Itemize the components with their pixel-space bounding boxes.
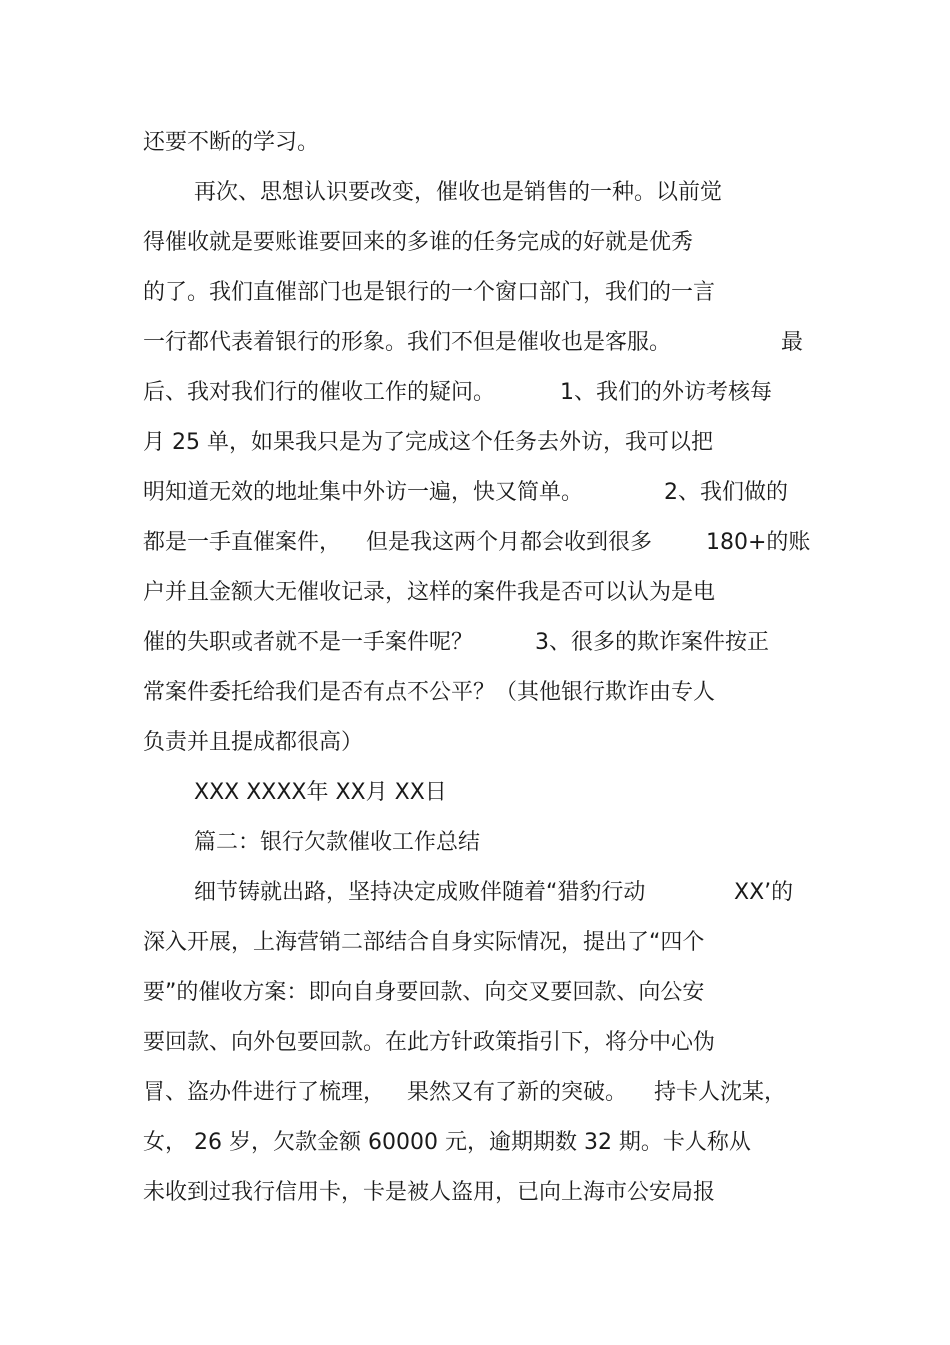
text-line: 深入开展，上海营销二部结合自身实际情况，提出了“四个 [143, 930, 705, 955]
text-line: 要”的催收方案：即向自身要回款、向交叉要回款、向公安 [143, 980, 705, 1005]
text-line: 常案件委托给我们是否有点不公平？（其他银行欺诈由专人 [143, 680, 716, 705]
text-fragment: 1、我们的外访考核每 [560, 380, 772, 405]
text-line: 负责并且提成都很高） [143, 730, 364, 755]
text-line: 要回款、向外包要回款。在此方针政策指引下，将分中心伪 [143, 1030, 716, 1055]
signature-date: XXX XXXX年 XX月 XX日 [194, 780, 447, 805]
text-fragment: 3、很多的欺诈案件按正 [535, 630, 769, 655]
text-fragment: 果然又有了新的突破。 [407, 1080, 628, 1105]
text-line: 月 25 单，如果我只是为了完成这个任务去外访，我可以把 [143, 430, 713, 455]
text-line: 的了。我们直催部门也是银行的一个窗口部门，我们的一言 [143, 280, 716, 305]
text-line: 户并且金额大无催收记录，这样的案件我是否可以认为是电 [143, 580, 716, 605]
text-line: 一行都代表着银行的形象。我们不但是催收也是客服。 [143, 330, 672, 355]
paragraph-start: 细节铸就出路，坚持决定成败伴随着“猎豹行动 [194, 880, 646, 905]
text-line: 明知道无效的地址集中外访一遍，快又简单。 [143, 480, 584, 505]
text-line: 后、我对我们行的催收工作的疑问。 [143, 380, 496, 405]
text-line: 催的失职或者就不是一手案件呢？ [143, 630, 474, 655]
text-fragment: 持卡人沈某， [654, 1080, 787, 1105]
text-line: 冒、盗办件进行了梳理， [143, 1080, 386, 1105]
paragraph-start: 再次、思想认识要改变，催收也是销售的一种。以前觉 [194, 180, 723, 205]
text-line: 女， 26 岁，欠款金额 60000 元，逾期期数 32 期。卡人称从 [143, 1130, 751, 1155]
text-fragment: XX’的 [734, 880, 794, 905]
text-fragment: 2、我们做的 [664, 480, 788, 505]
text-fragment: 180+的账 [706, 530, 811, 555]
text-fragment: 最 [781, 330, 804, 355]
text-line: 未收到过我行信用卡，卡是被人盗用，已向上海市公安局报 [143, 1180, 716, 1205]
text-line: 都是一手直催案件， [143, 530, 342, 555]
section-heading: 篇二：银行欠款催收工作总结 [194, 830, 481, 855]
text-line: 得催收就是要账谁要回来的多谁的任务完成的好就是优秀 [143, 230, 694, 255]
text-line: 还要不断的学习。 [143, 130, 320, 155]
text-fragment: 但是我这两个月都会收到很多 [366, 530, 653, 555]
